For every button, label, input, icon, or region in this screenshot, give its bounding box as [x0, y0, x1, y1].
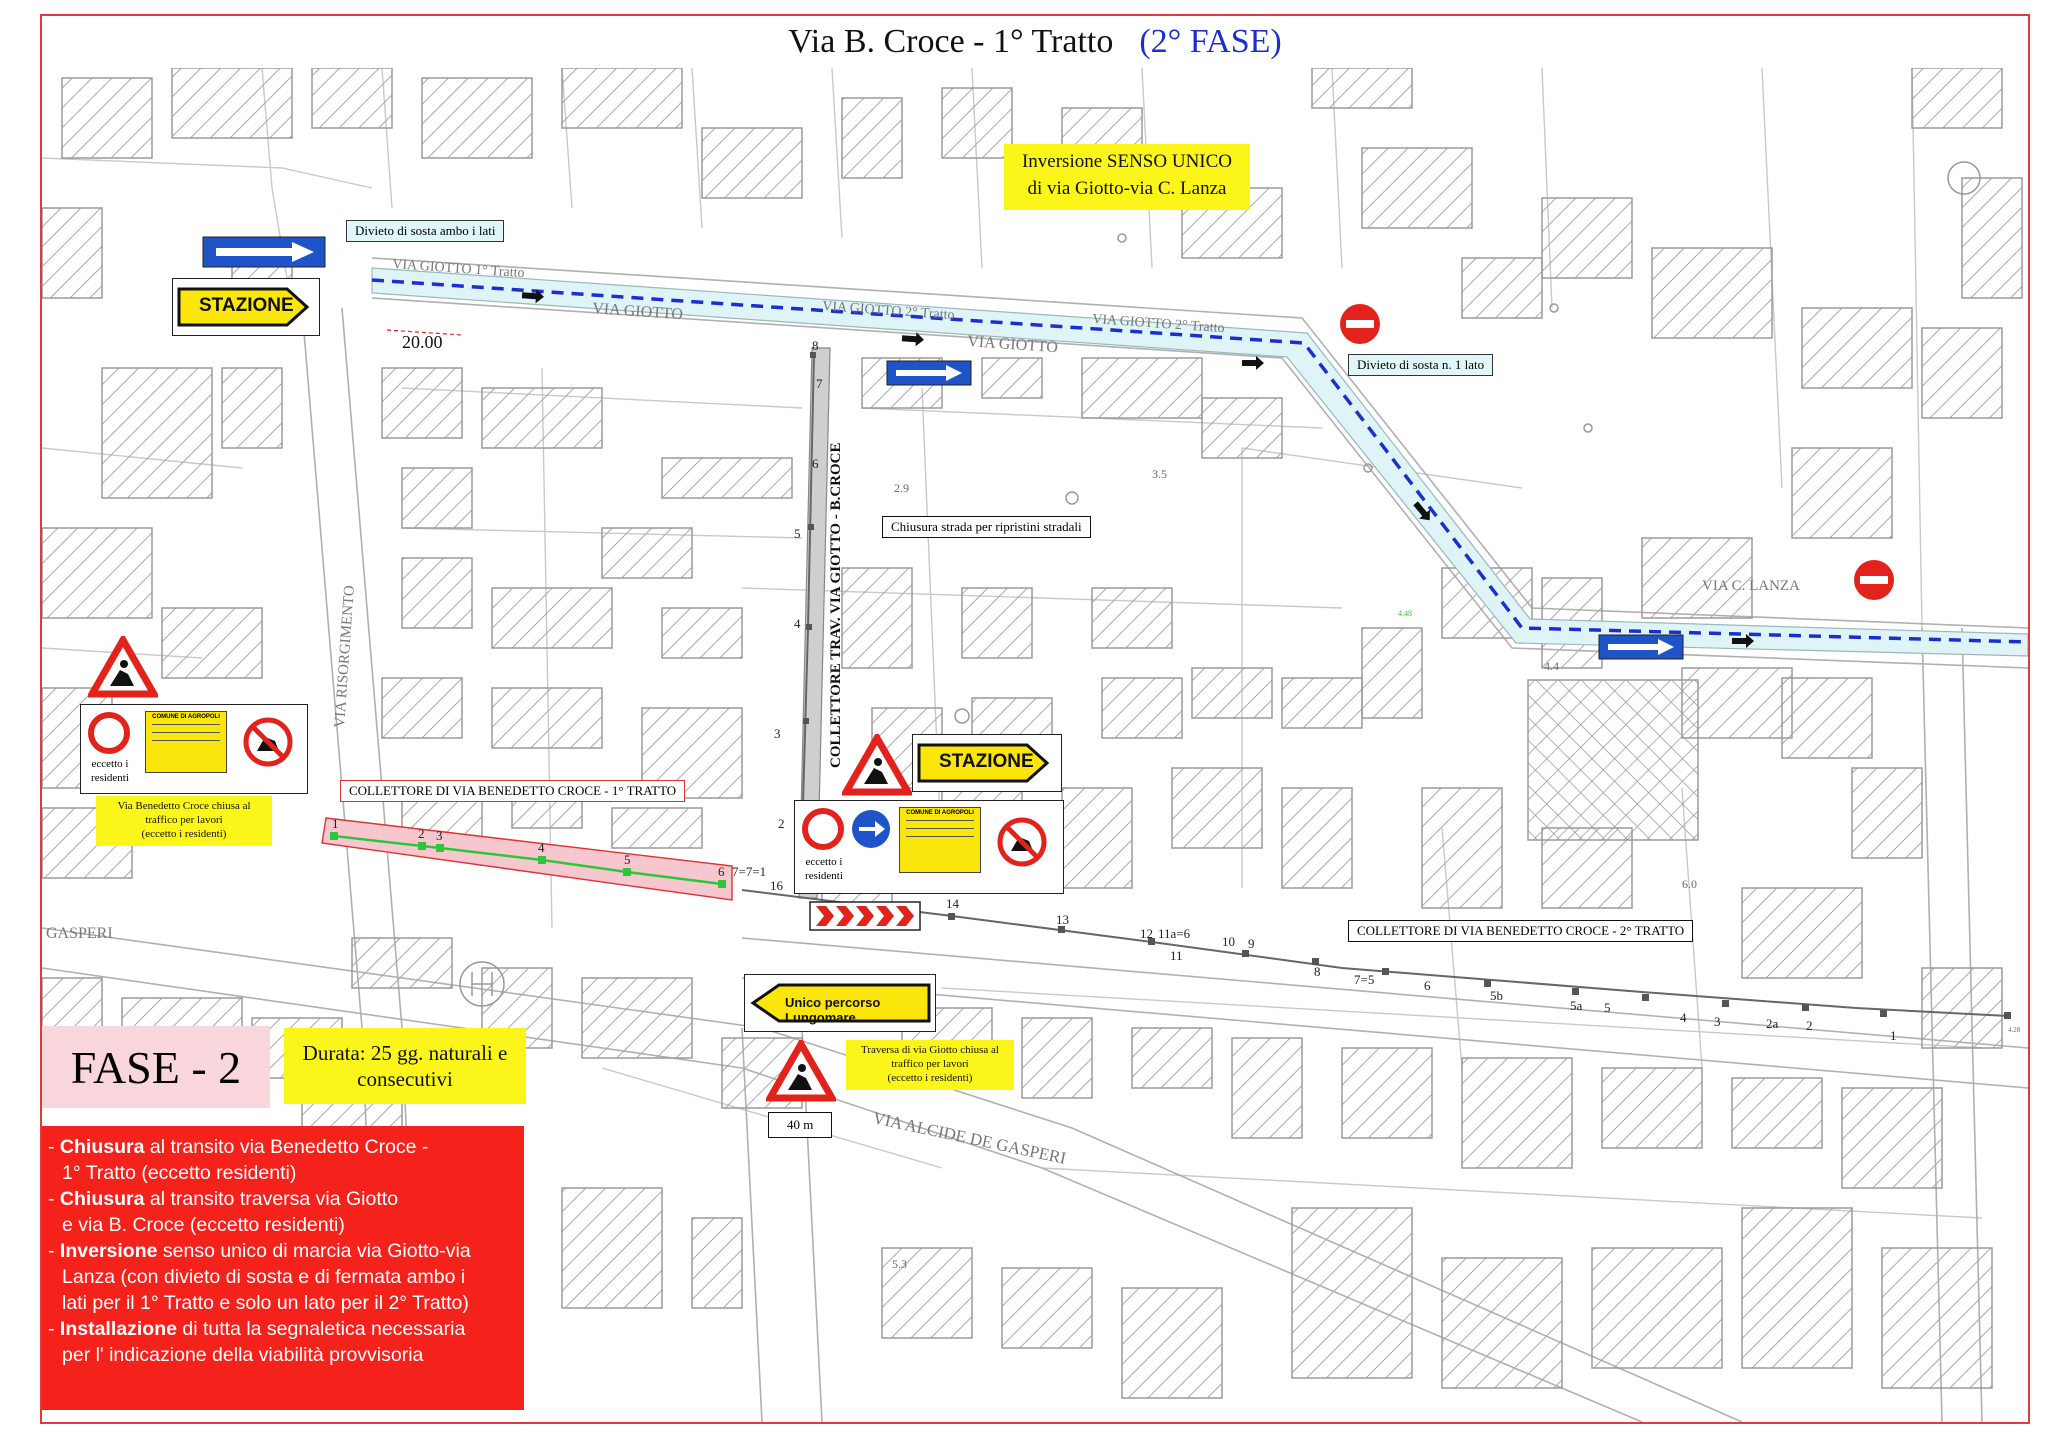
sign-card-left: [80, 704, 308, 794]
notes-panel: [42, 1126, 524, 1410]
node-label: 6: [812, 456, 819, 471]
stazione-label: STAZIONE: [939, 751, 1034, 772]
node-label: 5b: [1490, 988, 1503, 1003]
one-way-arrow-icon: [202, 236, 326, 268]
comune-rule: [152, 732, 220, 736]
collettore-trav-label: COLLETTORE TRAV. VIA GIOTTO - B.CROCE: [828, 442, 844, 768]
distance-40m-box: 40 m: [768, 1112, 832, 1138]
node-label: 2: [1806, 1018, 1813, 1033]
comune-rule: [906, 820, 974, 824]
node-label: 4: [538, 840, 545, 855]
elevation-label: 4.4: [1544, 659, 1559, 673]
eccetto-line: residenti: [805, 870, 843, 882]
node-label: 9: [1248, 936, 1255, 951]
chiusa-line: traffico per lavori: [891, 1058, 969, 1070]
comune-panel: [899, 807, 981, 873]
chevron-barrier: [810, 902, 920, 930]
elevation-label: 5.3: [892, 1257, 907, 1271]
inversione-line-1: Inversione SENSO UNICO: [1021, 151, 1233, 172]
chiusa-line: Via Benedetto Croce chiusa al: [117, 800, 251, 812]
traversa-chiusa-box: [846, 1040, 1014, 1090]
street-label: VIA ALCIDE DE GASPERI: [871, 1108, 1068, 1168]
divieto-1lato-box: Divieto di sosta n. 1 lato: [1348, 354, 1493, 376]
no-transit-icon: [87, 711, 131, 755]
node-label: 5: [624, 852, 631, 867]
node-label: 4: [794, 616, 801, 631]
node-label: 14: [946, 896, 959, 911]
eccetto-label: [81, 757, 139, 785]
note-item: - Inversione senso unico di marcia via Giotto-via: [48, 1240, 471, 1262]
keep-right-icon: [849, 807, 893, 851]
roadworks-icon: [842, 734, 912, 796]
node-label: 6: [718, 864, 725, 879]
node-label: 7=5: [1354, 972, 1375, 987]
node-label: 11a=6: [1158, 926, 1191, 941]
note-item: - Installazione di tutta la segnaletica necessaria: [48, 1318, 466, 1340]
comune-rule: [152, 724, 220, 728]
duration-line: Durata: 25 gg. naturali e: [302, 1041, 508, 1065]
no-entry-icon: [1854, 560, 1894, 600]
node-label: 2a: [1766, 1016, 1779, 1031]
stazione-label: STAZIONE: [199, 295, 294, 316]
note-item: - Chiusura al transito via Benedetto Croce -: [48, 1136, 429, 1158]
street-label: VIA C. LANZA: [1702, 578, 1800, 594]
duration-box: [284, 1028, 526, 1104]
node-label: 1: [332, 816, 339, 831]
lungomare-sign: [744, 974, 936, 1032]
note-bold: Inversione: [59, 1240, 158, 1262]
node-label: 7: [816, 376, 823, 391]
street-label: VIA GIOTTO 2° Tratto: [821, 299, 955, 324]
inversione-line-2: di via Giotto-via C. Lanza: [1027, 178, 1227, 199]
comune-rule: [152, 740, 220, 744]
node-label: 10: [1222, 934, 1235, 949]
no-transit-icon: [801, 807, 845, 851]
no-parking-tow-icon: [241, 715, 295, 769]
note-bold: Chiusura: [59, 1136, 145, 1158]
no-parking-tow-icon: [995, 815, 1049, 869]
note-cont: Lanza (con divieto di sosta e di fermata ambo i: [62, 1266, 466, 1288]
elevation-label: 4.28: [2008, 1026, 2021, 1034]
via-bc-chiusa-box: [96, 796, 272, 846]
chiusa-line: (eccetto i residenti): [141, 828, 227, 840]
chiusa-line: Traversa di via Giotto chiusa al: [861, 1044, 999, 1056]
node-label: 12: [1140, 926, 1153, 941]
note-cont: 1° Tratto (eccetto residenti): [62, 1162, 297, 1184]
comune-panel: [145, 711, 227, 773]
eccetto-line: eccetto i: [805, 856, 843, 868]
node-label: 8: [812, 338, 819, 353]
collettore-1-box: COLLETTORE DI VIA BENEDETTO CROCE - 1° TRATTO: [340, 780, 685, 802]
node-label: 5: [794, 526, 801, 541]
elevation-label: 6.0: [1682, 877, 1697, 891]
eccetto-label: [795, 855, 853, 883]
note-text: al transito traversa via Giotto: [144, 1188, 399, 1210]
node-label: 3: [1714, 1014, 1721, 1029]
roadworks-icon: [766, 1040, 836, 1102]
one-way-arrow-icon: [1598, 634, 1684, 660]
note-cont: per l' indicazione della viabilità provvisoria: [62, 1344, 424, 1366]
node-label: 6: [1424, 978, 1431, 993]
node-label: 3: [436, 828, 443, 843]
chiusa-line: (eccetto i residenti): [887, 1072, 973, 1084]
no-entry-icon: [1340, 304, 1380, 344]
note-item: - Chiusura al transito traversa via Giotto: [48, 1188, 399, 1210]
node-label: 1: [1890, 1028, 1897, 1043]
eccetto-line: residenti: [91, 772, 129, 784]
node-label: 16: [770, 878, 783, 893]
note-cont: lati per il 1° Tratto e solo un lato per il 2° Tratto): [62, 1292, 469, 1314]
note-text: di tutta la segnaletica necessaria: [176, 1318, 466, 1340]
elevation-label: 2.9: [894, 481, 909, 495]
duration-line: consecutivi: [357, 1067, 453, 1091]
sign-card-center: [794, 800, 1064, 894]
street-label: VIA GIOTTO 2° Tratto: [1091, 312, 1225, 337]
divieto-ambo-box: Divieto di sosta ambo i lati: [346, 220, 504, 242]
note-text: al transito via Benedetto Croce -: [144, 1136, 429, 1158]
street-label: VIA GIOTTO: [966, 333, 1059, 357]
elevation-label: 4.48: [1398, 609, 1412, 618]
stazione-sign: [172, 278, 320, 336]
comune-label: COMUNE DI AGROPOLI: [152, 714, 220, 720]
node-label: 2: [418, 826, 425, 841]
comune-rule: [906, 836, 974, 840]
node-label: 8: [1314, 964, 1321, 979]
chiusa-line: traffico per lavori: [145, 814, 223, 826]
phase-label: FASE - 2: [42, 1026, 270, 1108]
node-label: 11: [1170, 948, 1183, 963]
comune-rule: [906, 828, 974, 832]
note-text: senso unico di marcia via Giotto-via: [157, 1240, 471, 1262]
elevation-label: 3.5: [1152, 467, 1167, 481]
roadworks-icon: [88, 636, 158, 698]
node-label: 3: [774, 726, 781, 741]
chiusura-ripristini-box: Chiusura strada per ripristini stradali: [882, 516, 1091, 538]
note-cont: e via B. Croce (eccetto residenti): [62, 1214, 345, 1236]
street-label: GASPERI: [46, 925, 113, 942]
note-bold: Installazione: [59, 1318, 177, 1340]
lungomare-label: Unico percorso Lungomare: [785, 995, 881, 1025]
page-title: Via B. Croce - 1° Tratto: [788, 23, 1114, 60]
street-label: VIA GIOTTO: [591, 300, 684, 324]
phase-title: (2° FASE): [1139, 23, 1282, 60]
inversione-box: [1004, 144, 1250, 210]
one-way-arrow-icon: [886, 360, 972, 386]
node-label: 7=7=1: [732, 864, 767, 879]
map-frame: [40, 14, 2030, 1424]
node-label: 13: [1056, 912, 1069, 927]
title-bar: [42, 16, 2028, 70]
eccetto-line: eccetto i: [91, 758, 129, 770]
node-label: 2: [778, 816, 785, 831]
stazione-sign: [912, 734, 1062, 792]
distance-label: 20.00: [402, 332, 443, 352]
node-label: 5a: [1570, 998, 1583, 1013]
street-label: VIA RISORGIMENTO: [332, 584, 358, 729]
comune-label: COMUNE DI AGROPOLI: [906, 810, 974, 816]
node-label: 5: [1604, 1000, 1611, 1015]
node-label: 4: [1680, 1010, 1687, 1025]
collettore-2-box: COLLETTORE DI VIA BENEDETTO CROCE - 2° TRATTO: [1348, 920, 1693, 942]
street-label: VIA GIOTTO 1° Tratto: [391, 257, 525, 282]
note-bold: Chiusura: [59, 1188, 145, 1210]
